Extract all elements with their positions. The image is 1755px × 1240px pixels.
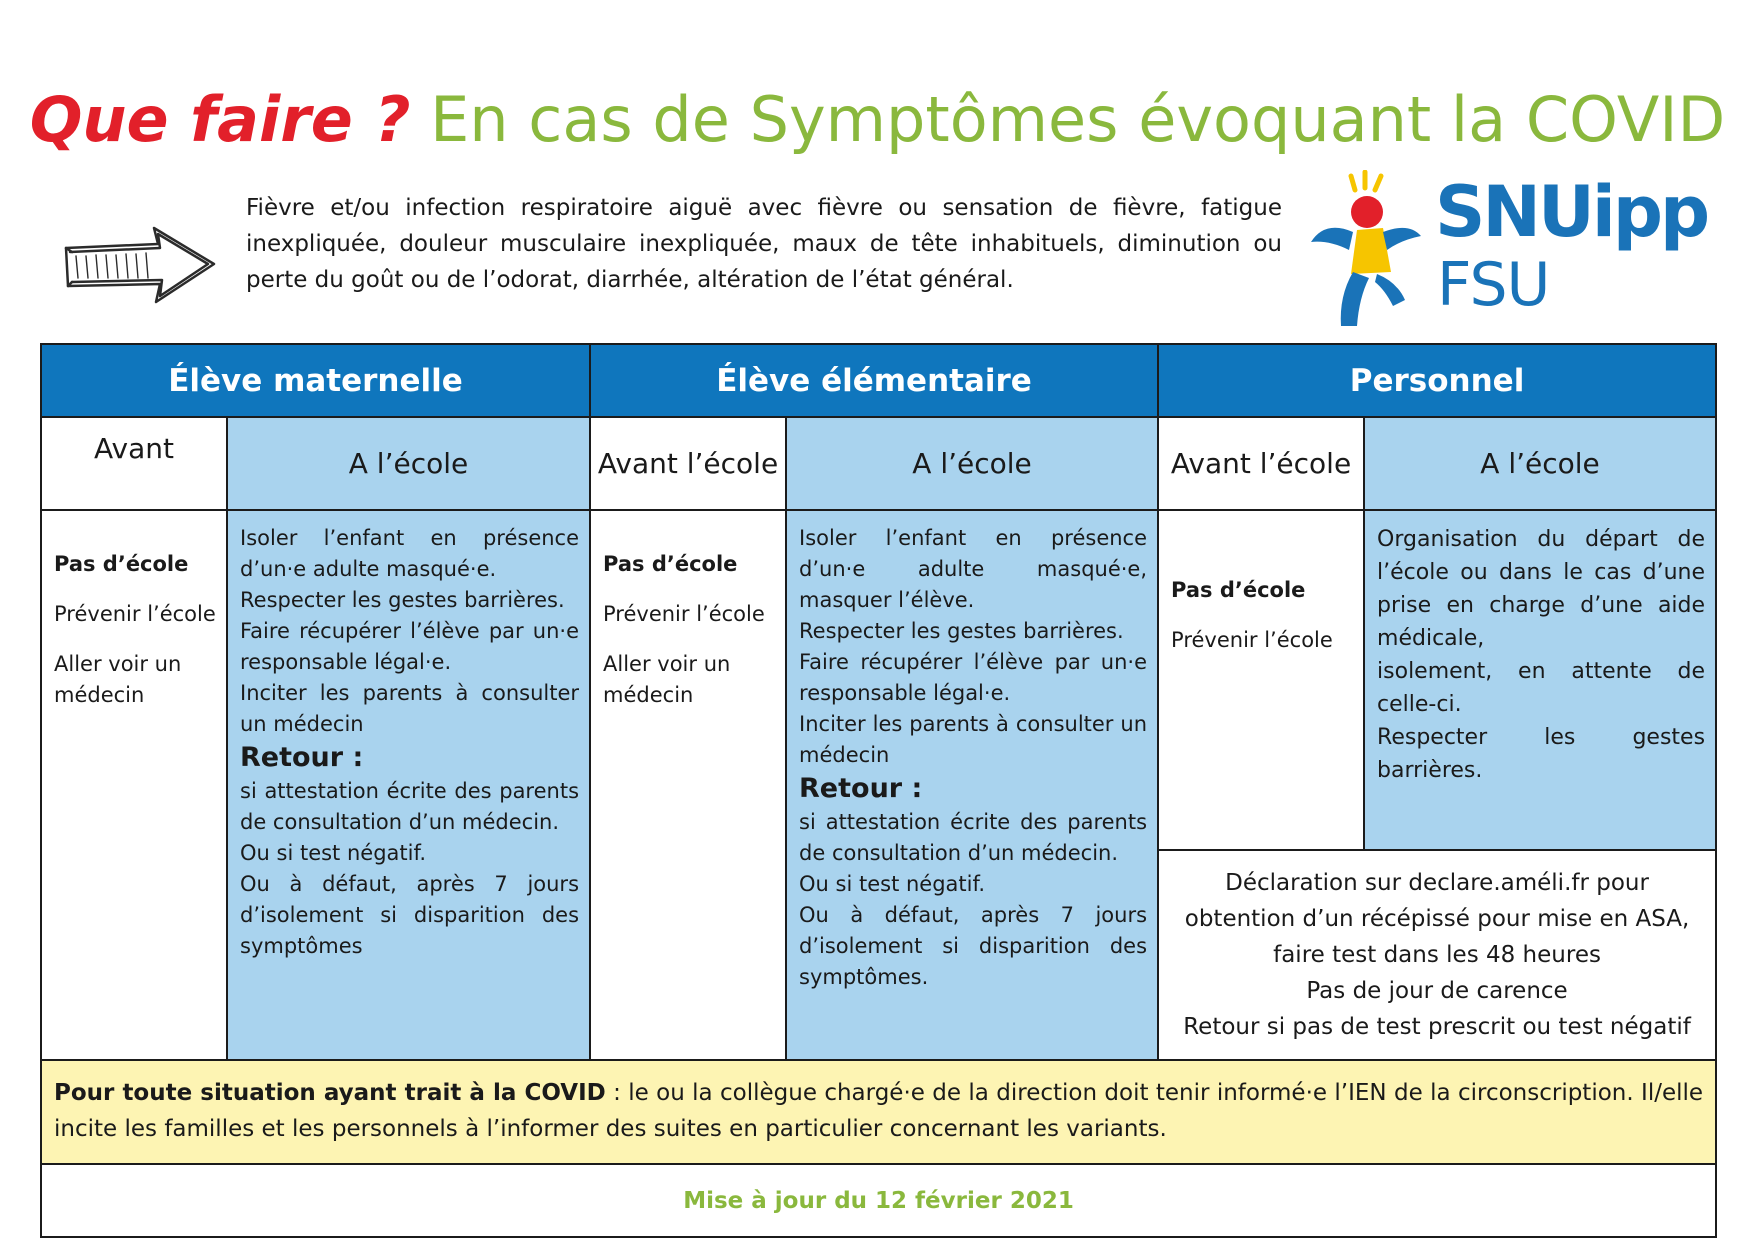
list-item: Isoler l’enfant en présence d’un·e adulte masqué·e.	[240, 526, 580, 581]
covid-procedure-table	[40, 343, 1717, 1238]
title-question: Que faire ?	[29, 83, 411, 156]
list-item: Prévenir l’école	[54, 602, 216, 626]
cell-personnel-avant	[1158, 510, 1364, 850]
list-item: Pas de jour de carence	[1306, 978, 1568, 1004]
list-item: Aller voir un médecin	[54, 652, 182, 707]
list-item: Aller voir un médecin	[603, 652, 731, 707]
header-personnel: Personnel	[1158, 344, 1716, 417]
list-item: Pas d’école	[54, 552, 189, 576]
logo-text-fsu: FSU	[1437, 250, 1550, 320]
retour-label: Retour :	[799, 773, 923, 804]
cell-personnel-ecole	[1364, 510, 1716, 850]
list-item: Pas d’école	[1171, 578, 1306, 602]
table-content-row	[41, 510, 1716, 850]
covid-situation-note	[41, 1060, 1716, 1164]
retour-label: Retour :	[240, 742, 364, 773]
list-item: Pas d’école	[603, 552, 738, 576]
subheader-elementaire-avant: Avant l’école	[590, 417, 786, 510]
cell-elementaire-ecole	[786, 510, 1158, 1060]
table-update-row	[41, 1164, 1716, 1237]
list-item: Respecter les gestes barrières.	[1377, 725, 1706, 783]
snuipp-fsu-logo	[1305, 170, 1708, 330]
table-footer-row	[41, 1060, 1716, 1164]
symptoms-description: Fièvre et/ou infection respiratoire aiguë avec fièvre ou sensation de fièvre, fatigue inexpliquée, douleur musculaire inexpliquée, maux de tête inhabituels, diminution ou perte du goût ou de l’odorat, diarrhée, altération de l’état général.	[246, 195, 1282, 293]
update-date: Mise à jour du 12 février 2021	[41, 1164, 1716, 1237]
subheader-personnel-avant: Avant l’école	[1158, 417, 1364, 510]
list-item: Prévenir l’école	[603, 602, 765, 626]
table-header-row	[41, 344, 1716, 417]
list-item: Inciter les parents à consulter un médecin	[240, 681, 580, 736]
header-eleve-maternelle: Élève maternelle	[41, 344, 590, 417]
list-item: Ou à défaut, après 7 jours d’isolement si disparition des symptômes	[240, 872, 580, 958]
table-subheader-row	[41, 417, 1716, 510]
subheader-maternelle-avant: Avant	[41, 417, 227, 510]
page-title	[0, 82, 1755, 158]
list-item: Respecter les gestes barrières.	[799, 619, 1124, 643]
list-item: Isoler l’enfant en présence d’un·e adulte masqué·e, masquer l’élève.	[799, 526, 1148, 612]
list-item: si attestation écrite des parents de consultation d’un médecin.	[799, 810, 1148, 865]
cell-elementaire-avant	[590, 510, 786, 1060]
list-item: Ou si test négatif.	[799, 872, 986, 896]
list-item: Faire récupérer l’élève par un·e responsable légal·e.	[240, 619, 580, 674]
note-text: : le ou la collègue chargé·e de la direction doit tenir informé·e l’IEN de la circonscription. Il/elle incite les familles et les personnels à l’informer des suites en particulier concernant les variants.	[54, 1080, 1704, 1142]
list-item: Déclaration sur declare.améli.fr pour obtention d’un récépissé pour mise en ASA, faire test dans les 48 heures	[1184, 870, 1690, 968]
list-item: Inciter les parents à consulter un médecin	[799, 712, 1148, 767]
list-item: Prévenir l’école	[1171, 628, 1333, 652]
logo-figure-icon	[1305, 170, 1435, 330]
list-item: Organisation du départ de l’école ou dans le cas d’une prise en charge d’une aide médicale,	[1377, 527, 1706, 651]
subheader-maternelle-ecole: A l’école	[227, 417, 590, 510]
subheader-elementaire-ecole: A l’école	[786, 417, 1158, 510]
right-arrow-icon	[62, 222, 218, 308]
list-item: Retour si pas de test prescrit ou test négatif	[1183, 1014, 1691, 1040]
list-item: si attestation écrite des parents de consultation d’un médecin.	[240, 779, 580, 834]
list-item: Ou si test négatif.	[240, 841, 427, 865]
list-item: Respecter les gestes barrières.	[240, 588, 565, 612]
cell-maternelle-ecole	[227, 510, 590, 1060]
header-eleve-elementaire: Élève élémentaire	[590, 344, 1158, 417]
subheader-personnel-ecole: A l’école	[1364, 417, 1716, 510]
cell-personnel-declaration	[1158, 850, 1716, 1060]
title-subject: En cas de Symptômes évoquant la COVID	[430, 83, 1726, 156]
cell-maternelle-avant	[41, 510, 227, 1060]
list-item: Ou à défaut, après 7 jours d’isolement si disparition des symptômes.	[799, 903, 1148, 989]
list-item: Faire récupérer l’élève par un·e responsable légal·e.	[799, 650, 1148, 705]
list-item: isolement, en attente de celle-ci.	[1377, 659, 1706, 717]
note-bold-lead: Pour toute situation ayant trait à la COVID	[54, 1080, 606, 1106]
logo-text-snuipp: SNUipp	[1435, 171, 1708, 253]
